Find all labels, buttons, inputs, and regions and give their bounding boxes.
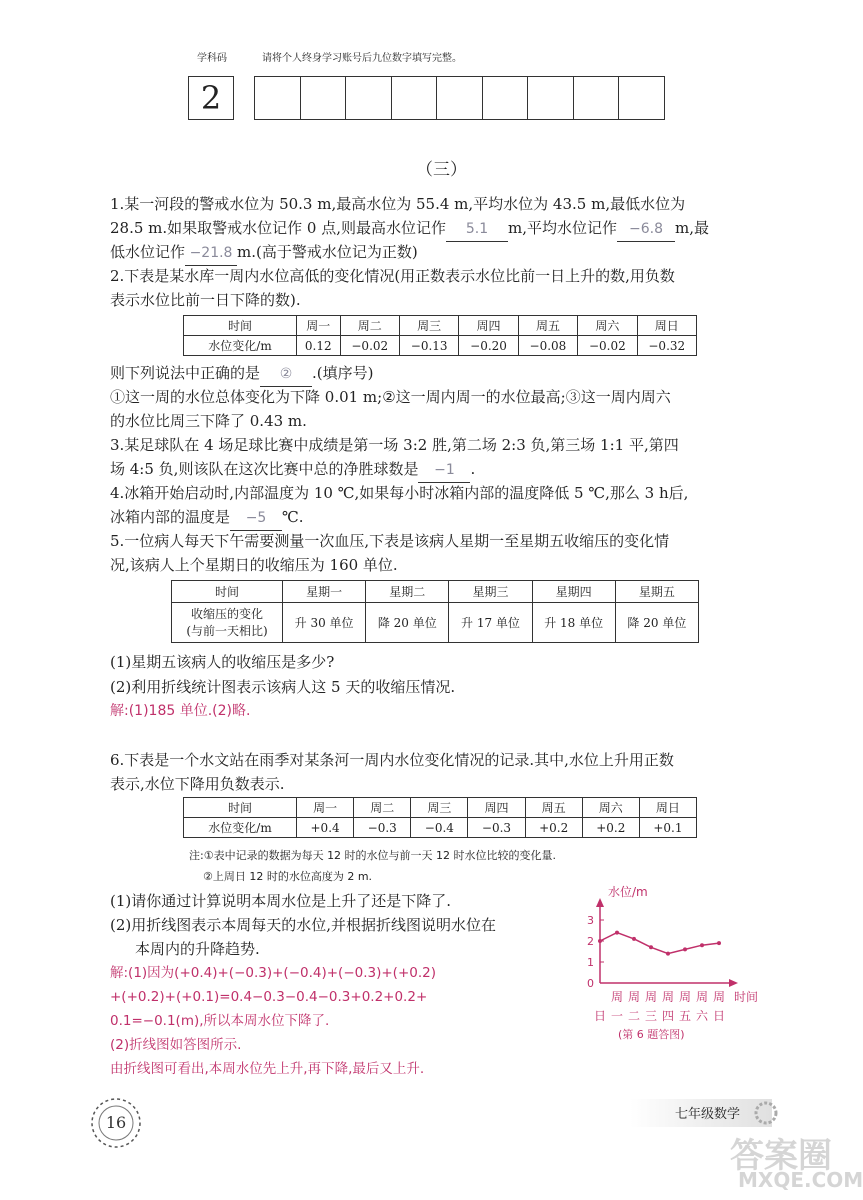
table-header: 周一: [297, 798, 354, 818]
x-tick-label-top: 周: [712, 990, 726, 1004]
table-cell: −0.20: [459, 336, 518, 356]
table-cell: +0.1: [639, 818, 696, 838]
q2-line4: ①这一周的水位总体变化为下降 0.01 m;②这一周内周一的水位最高;③这一周内周六: [110, 388, 671, 406]
q6-answer-line3: 0.1=−0.1(m),所以本周水位下降了.: [110, 1013, 330, 1029]
q2-answer: ②: [260, 362, 312, 387]
q4-text: ℃.: [282, 508, 304, 526]
q4-text: 冰箱内部的温度是: [110, 508, 231, 526]
x-tick-label-bottom: 日: [712, 1009, 726, 1023]
q2-line2: 表示水位比前一日下降的数).: [110, 291, 301, 309]
x-axis-arrow: [729, 979, 738, 987]
x-tick-label-top: 周: [661, 990, 675, 1004]
data-point: [632, 937, 636, 941]
table-header: 星期三: [449, 581, 532, 603]
table-header: 周一: [297, 316, 341, 336]
y-tick-label: 3: [587, 914, 594, 927]
account-digit-box[interactable]: [436, 76, 482, 120]
table-header: 周日: [639, 798, 696, 818]
y-tick-label: 2: [587, 935, 594, 948]
table-header: 周六: [578, 316, 637, 336]
water-level-chart: [580, 880, 770, 1050]
account-digit-box[interactable]: [573, 76, 619, 120]
series-line: [600, 933, 719, 954]
q2-line1: 2.下表是某水库一周内水位高低的变化情况(用正数表示水位比前一日上升的数,用负数: [110, 267, 675, 285]
table-header: 周日: [637, 316, 696, 336]
table-header: 星期五: [615, 581, 698, 603]
q6-sub2b: 本周内的升降趋势.: [135, 940, 260, 958]
table-cell: −0.02: [340, 336, 399, 356]
x-tick-label-bottom: 一: [610, 1009, 624, 1023]
gear-ring: [756, 1103, 776, 1123]
account-digit-box[interactable]: [391, 76, 437, 120]
x-tick-label-bottom: 二: [627, 1009, 641, 1023]
data-point: [683, 947, 687, 951]
q3-line1: 3.某足球队在 4 场足球比赛中成绩是第一场 3:2 胜,第二场 2:3 负,第三场 1:1 平,第四: [110, 436, 679, 454]
q1-answer-3: −21.8: [185, 241, 237, 266]
table-cell: +0.2: [582, 818, 639, 838]
q1-line1: 1.某一河段的警戒水位为 50.3 m,最高水位为 55.4 m,平均水位为 43.5 m,最低水位为: [110, 195, 686, 213]
q6-note1: 注:①表中记录的数据为每天 12 时的水位与前一天 12 时水位比较的变化量.: [189, 849, 557, 862]
account-digit-box[interactable]: [482, 76, 528, 120]
x-tick-label-bottom: 四: [661, 1009, 675, 1023]
q3-line2: [110, 457, 475, 483]
table-cell: 升 30 单位: [283, 603, 366, 643]
x-tick-label-bottom: 五: [678, 1009, 692, 1023]
x-tick-label-bottom: 日: [593, 1009, 607, 1023]
q1-answer-1: 5.1: [446, 217, 508, 242]
x-tick-label-top: 周: [678, 990, 692, 1004]
page-number-badge: [88, 1095, 144, 1151]
q6-sub1: (1)请你通过计算说明本周水位是上升了还是下降了.: [110, 892, 452, 910]
table-header: 星期一: [283, 581, 366, 603]
table-cell: −0.02: [578, 336, 637, 356]
q1-text: m,平均水位记作: [508, 219, 618, 237]
table-header: 星期二: [366, 581, 449, 603]
q1-text: 低水位记作: [110, 243, 186, 261]
table-header: 周六: [582, 798, 639, 818]
q3-text: .: [470, 460, 476, 478]
table-header: 时间: [184, 798, 297, 818]
table-header: 周五: [518, 316, 577, 336]
table-cell: 降 20 单位: [615, 603, 698, 643]
data-point: [717, 941, 721, 945]
q2-table: [183, 315, 697, 356]
table-header: 周三: [411, 798, 468, 818]
table-cell: −0.08: [518, 336, 577, 356]
account-digit-box[interactable]: [527, 76, 573, 120]
q1-text: 28.5 m.如果取警戒水位记作 0 点,则最高水位记作: [110, 219, 447, 237]
table-header: 周四: [459, 316, 518, 336]
table-header: 周二: [340, 316, 399, 336]
q1-line2: [110, 216, 709, 242]
account-digit-box[interactable]: [300, 76, 346, 120]
data-point: [615, 931, 619, 935]
account-number-boxes: [188, 76, 665, 120]
book-title: 七年级数学: [675, 1107, 741, 1122]
watermark-logo: 答案圈: [730, 1136, 832, 1176]
data-point: [700, 943, 704, 947]
data-point: [598, 939, 602, 943]
q5-sub1: (1)星期五该病人的收缩压是多少?: [110, 653, 335, 671]
table-cell: +0.2: [525, 818, 582, 838]
table-cell: −0.4: [411, 818, 468, 838]
data-point: [649, 945, 653, 949]
table-header: 周二: [354, 798, 411, 818]
q6-table: [183, 797, 697, 838]
x-tick-label-top: 周: [695, 990, 709, 1004]
q5-table: [171, 580, 699, 643]
subject-code-box: 2: [188, 76, 234, 120]
q5-line2: 况,该病人上个星期日的收缩压为 160 单位.: [110, 556, 398, 574]
q3-answer: −1: [418, 458, 470, 483]
q6-answer-line4: (2)折线图如答图所示.: [110, 1037, 242, 1053]
x-tick-label-bottom: 六: [695, 1009, 709, 1023]
q1-answer-2: −6.8: [617, 217, 675, 242]
q6-note2: ②上周日 12 时的水位高度为 2 m.: [203, 870, 373, 883]
account-instruction: 请将个人终身学习账号后九位数字填写完整。: [262, 53, 462, 64]
account-digit-box[interactable]: [345, 76, 391, 120]
q6-answer-line5: 由折线图可看出,本周水位先上升,再下降,最后又上升.: [110, 1061, 425, 1077]
y-tick-label: 1: [587, 956, 594, 969]
q6-line1: 6.下表是一个水文站在雨季对某条河一周内水位变化情况的记录.其中,水位上升用正数: [110, 751, 674, 769]
gear-icon: [752, 1099, 780, 1127]
account-digit-box[interactable]: [618, 76, 665, 120]
subject-code-label: 学科码: [197, 53, 227, 64]
x-tick-label-top: 周: [644, 990, 658, 1004]
table-header: 周三: [399, 316, 458, 336]
table-header: 周五: [525, 798, 582, 818]
chart-y-title: 水位/m: [608, 885, 648, 899]
q6-answer-line2: +(+0.2)+(+0.1)=0.4−0.3−0.4−0.3+0.2+0.2+: [110, 989, 428, 1005]
q2-text: 则下列说法中正确的是: [110, 364, 261, 382]
table-cell: 降 20 单位: [366, 603, 449, 643]
q5-line1: 5.一位病人每天下午需要测量一次血压,下表是该病人星期一至星期五收缩压的变化情: [110, 532, 670, 550]
table-row-label: [172, 603, 283, 643]
q1-text: m.(高于警戒水位记为正数): [237, 243, 418, 261]
q6-sub2a: (2)用折线图表示本周每天的水位,并根据折线图说明水位在: [110, 916, 497, 934]
table-header: 时间: [172, 581, 283, 603]
section-title: （三）: [416, 160, 467, 180]
y-axis-arrow: [596, 898, 604, 907]
q6-line2: 表示,水位下降用负数表示.: [110, 775, 285, 793]
table-header: 周四: [468, 798, 525, 818]
table-cell: −0.3: [354, 818, 411, 838]
table-cell: 升 18 单位: [532, 603, 615, 643]
table-header: 星期四: [532, 581, 615, 603]
y-tick-label: 0: [587, 977, 594, 990]
q4-line1: 4.冰箱开始启动时,内部温度为 10 ℃,如果每小时冰箱内部的温度降低 5 ℃,那么 3 h后,: [110, 484, 689, 502]
table-cell: −0.3: [468, 818, 525, 838]
watermark-url: MXQE.COM: [738, 1168, 863, 1192]
chart-x-title: 时间: [734, 990, 759, 1004]
x-tick-label-top: 周: [610, 990, 624, 1004]
table-cell: +0.4: [297, 818, 354, 838]
table-cell: −0.32: [637, 336, 696, 356]
account-digit-box[interactable]: [254, 76, 300, 120]
q2-text: .(填序号): [312, 364, 374, 382]
table-cell: 水位变化/m: [184, 336, 297, 356]
chart-caption: (第 6 题答图): [618, 1028, 685, 1041]
q4-line2: [110, 505, 304, 531]
table-cell: 0.12: [297, 336, 341, 356]
q2-line5: 的水位比周三下降了 0.43 m.: [110, 412, 307, 430]
q5-sub2: (2)利用折线统计图表示该病人这 5 天的收缩压情况.: [110, 678, 456, 696]
q1-text: m,最: [675, 219, 710, 237]
row-label-line: (与前一天相比): [186, 623, 268, 638]
table-cell: 水位变化/m: [184, 818, 297, 838]
table-header: 时间: [184, 316, 297, 336]
q6-answer-line1: 解:(1)因为(+0.4)+(−0.3)+(−0.4)+(−0.3)+(+0.2): [110, 965, 436, 981]
x-tick-label-bottom: 三: [644, 1009, 658, 1023]
table-cell: −0.13: [399, 336, 458, 356]
data-point: [666, 952, 670, 956]
table-cell: 升 17 单位: [449, 603, 532, 643]
q3-text: 场 4:5 负,则该队在这次比赛中总的净胜球数是: [110, 460, 419, 478]
q1-line3: [110, 240, 418, 266]
q5-answer: 解:(1)185 单位.(2)略.: [110, 703, 251, 719]
q4-answer: −5: [230, 506, 282, 531]
x-tick-label-top: 周: [627, 990, 641, 1004]
page-number: 16: [105, 1113, 127, 1132]
q2-line3: [110, 361, 374, 387]
row-label-line: 收缩压的变化: [190, 606, 263, 621]
